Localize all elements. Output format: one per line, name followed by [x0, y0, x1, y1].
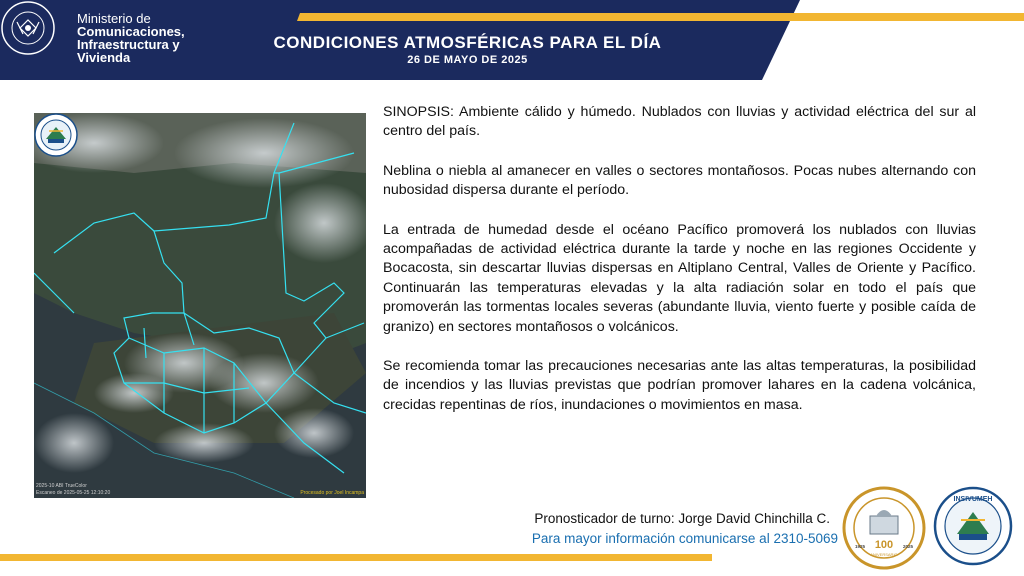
page-date: 26 DE MAYO DE 2025: [407, 54, 528, 66]
ministry-line-2: Comunicaciones,: [77, 24, 185, 39]
insivumeh-logo-text: INSIVUMEH: [953, 496, 993, 503]
observatory-years: 100: [874, 539, 894, 551]
forecaster-name: Pronosticador de turno: Jorge David Chinchilla C.: [534, 511, 830, 526]
satellite-map: [34, 113, 366, 498]
page-title: CONDICIONES ATMOSFÉRICAS PARA EL DÍA: [273, 33, 662, 52]
observatory-year-left: 1925: [854, 544, 866, 549]
ministry-line-4: Vivienda: [77, 50, 131, 65]
ministry-name: [77, 12, 185, 64]
satellite-scan-time: Escaneo de 2025-05-25 12:10:20: [36, 490, 111, 496]
insivumeh-logo-icon: [933, 486, 1013, 566]
recommendation-paragraph: Se recomienda tomar las precauciones necesarias ante las altas temperaturas, la posibilidad de incendios y las lluvias previstas que podrían promover lahares en la cadena volcánica, crecidas repentinas de ríos, inundaciones o movimientos en masa.: [383, 358, 976, 413]
ministry-line-3: Infraestructura y: [77, 37, 180, 52]
observatory-year-right: 2025: [902, 544, 914, 549]
satellite-image: [34, 113, 366, 498]
bottom-gold-bar: [0, 554, 712, 561]
government-emblem-icon: [0, 0, 56, 56]
humidity-paragraph: La entrada de humedad desde el océano Pacífico promoverá los nublados con lluvias acompañadas de actividad eléctrica durante la tarde y noche en las regiones Occidente y Bocacosta, sin descartar lluvias dispersas en Altiplano Central, Valles de Oriente y Pacífico. Continuarán las temperaturas elevadas y la alta radiación solar en todo el país que promoverán las tormentas locales severas (abundante lluvia, viento fuerte y posible caída de granizo) en sectores montañosos o volcánicos.: [383, 221, 976, 335]
observatory-anniversary-logo-icon: [842, 486, 926, 570]
fog-paragraph: Neblina o niebla al amanecer en valles o sectores montañosos. Pocas nubes alternando con nubosidad dispersa durante el período.: [383, 162, 976, 199]
synopsis-paragraph: SINOPSIS: Ambiente cálido y húmedo. Nublados con lluvias y actividad eléctrica del sur al centro del país.: [383, 104, 976, 140]
observatory-sub: ANIVERSARIO: [870, 552, 898, 557]
satellite-caption: 2025-10 ABI TrueColor: [36, 483, 87, 489]
forecast-text: [383, 103, 976, 435]
header-banner: [0, 0, 1024, 80]
satellite-processed-by: Procesado por Joel Incampa: [300, 490, 364, 496]
ministry-line-1: Ministerio de: [77, 11, 151, 26]
contact-info: Para mayor información comunicarse al 2310-5069: [531, 531, 838, 546]
insivumeh-logo-small-icon: [34, 113, 78, 157]
